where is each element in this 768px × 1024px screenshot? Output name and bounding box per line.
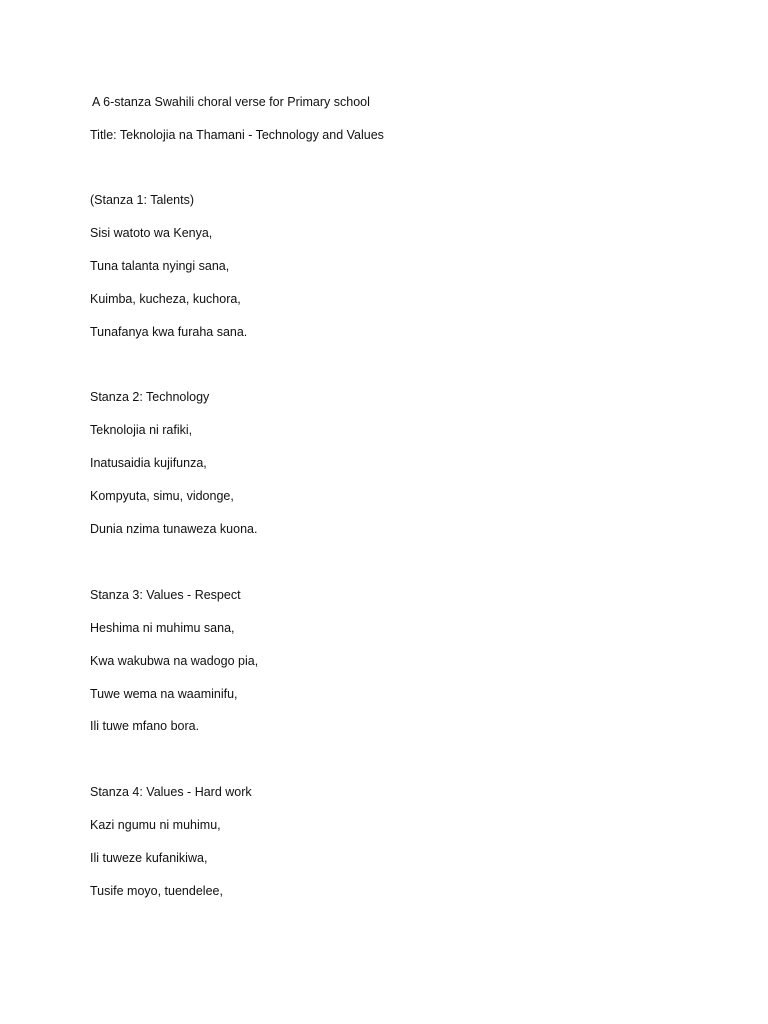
- document-intro: A 6-stanza Swahili choral verse for Primary school: [92, 95, 370, 109]
- stanza-2-line-3: Kompyuta, simu, vidonge,: [90, 489, 234, 503]
- stanza-4-line-3: Tusife moyo, tuendelee,: [90, 884, 223, 898]
- stanza-1-heading: (Stanza 1: Talents): [90, 193, 194, 207]
- stanza-1-line-4: Tunafanya kwa furaha sana.: [90, 325, 248, 339]
- stanza-3-heading: Stanza 3: Values - Respect: [90, 588, 241, 602]
- stanza-1-line-3: Kuimba, kucheza, kuchora,: [90, 292, 241, 306]
- stanza-3-line-1: Heshima ni muhimu sana,: [90, 621, 235, 635]
- stanza-3-line-3: Tuwe wema na waaminifu,: [90, 687, 238, 701]
- stanza-1-line-2: Tuna talanta nyingi sana,: [90, 259, 230, 273]
- stanza-2-heading: Stanza 2: Technology: [90, 390, 210, 404]
- stanza-2-line-1: Teknolojia ni rafiki,: [90, 423, 193, 437]
- stanza-4-line-2: Ili tuweze kufanikiwa,: [90, 851, 208, 865]
- stanza-2-line-4: Dunia nzima tunaweza kuona.: [90, 522, 258, 536]
- document-title: Title: Teknolojia na Thamani - Technology and Values: [90, 128, 384, 142]
- stanza-1-line-1: Sisi watoto wa Kenya,: [90, 226, 213, 240]
- stanza-4-line-1: Kazi ngumu ni muhimu,: [90, 818, 221, 832]
- stanza-3-line-2: Kwa wakubwa na wadogo pia,: [90, 654, 259, 668]
- stanza-3-line-4: Ili tuwe mfano bora.: [90, 719, 200, 733]
- stanza-2-line-2: Inatusaidia kujifunza,: [90, 456, 207, 470]
- stanza-4-heading: Stanza 4: Values - Hard work: [90, 785, 252, 799]
